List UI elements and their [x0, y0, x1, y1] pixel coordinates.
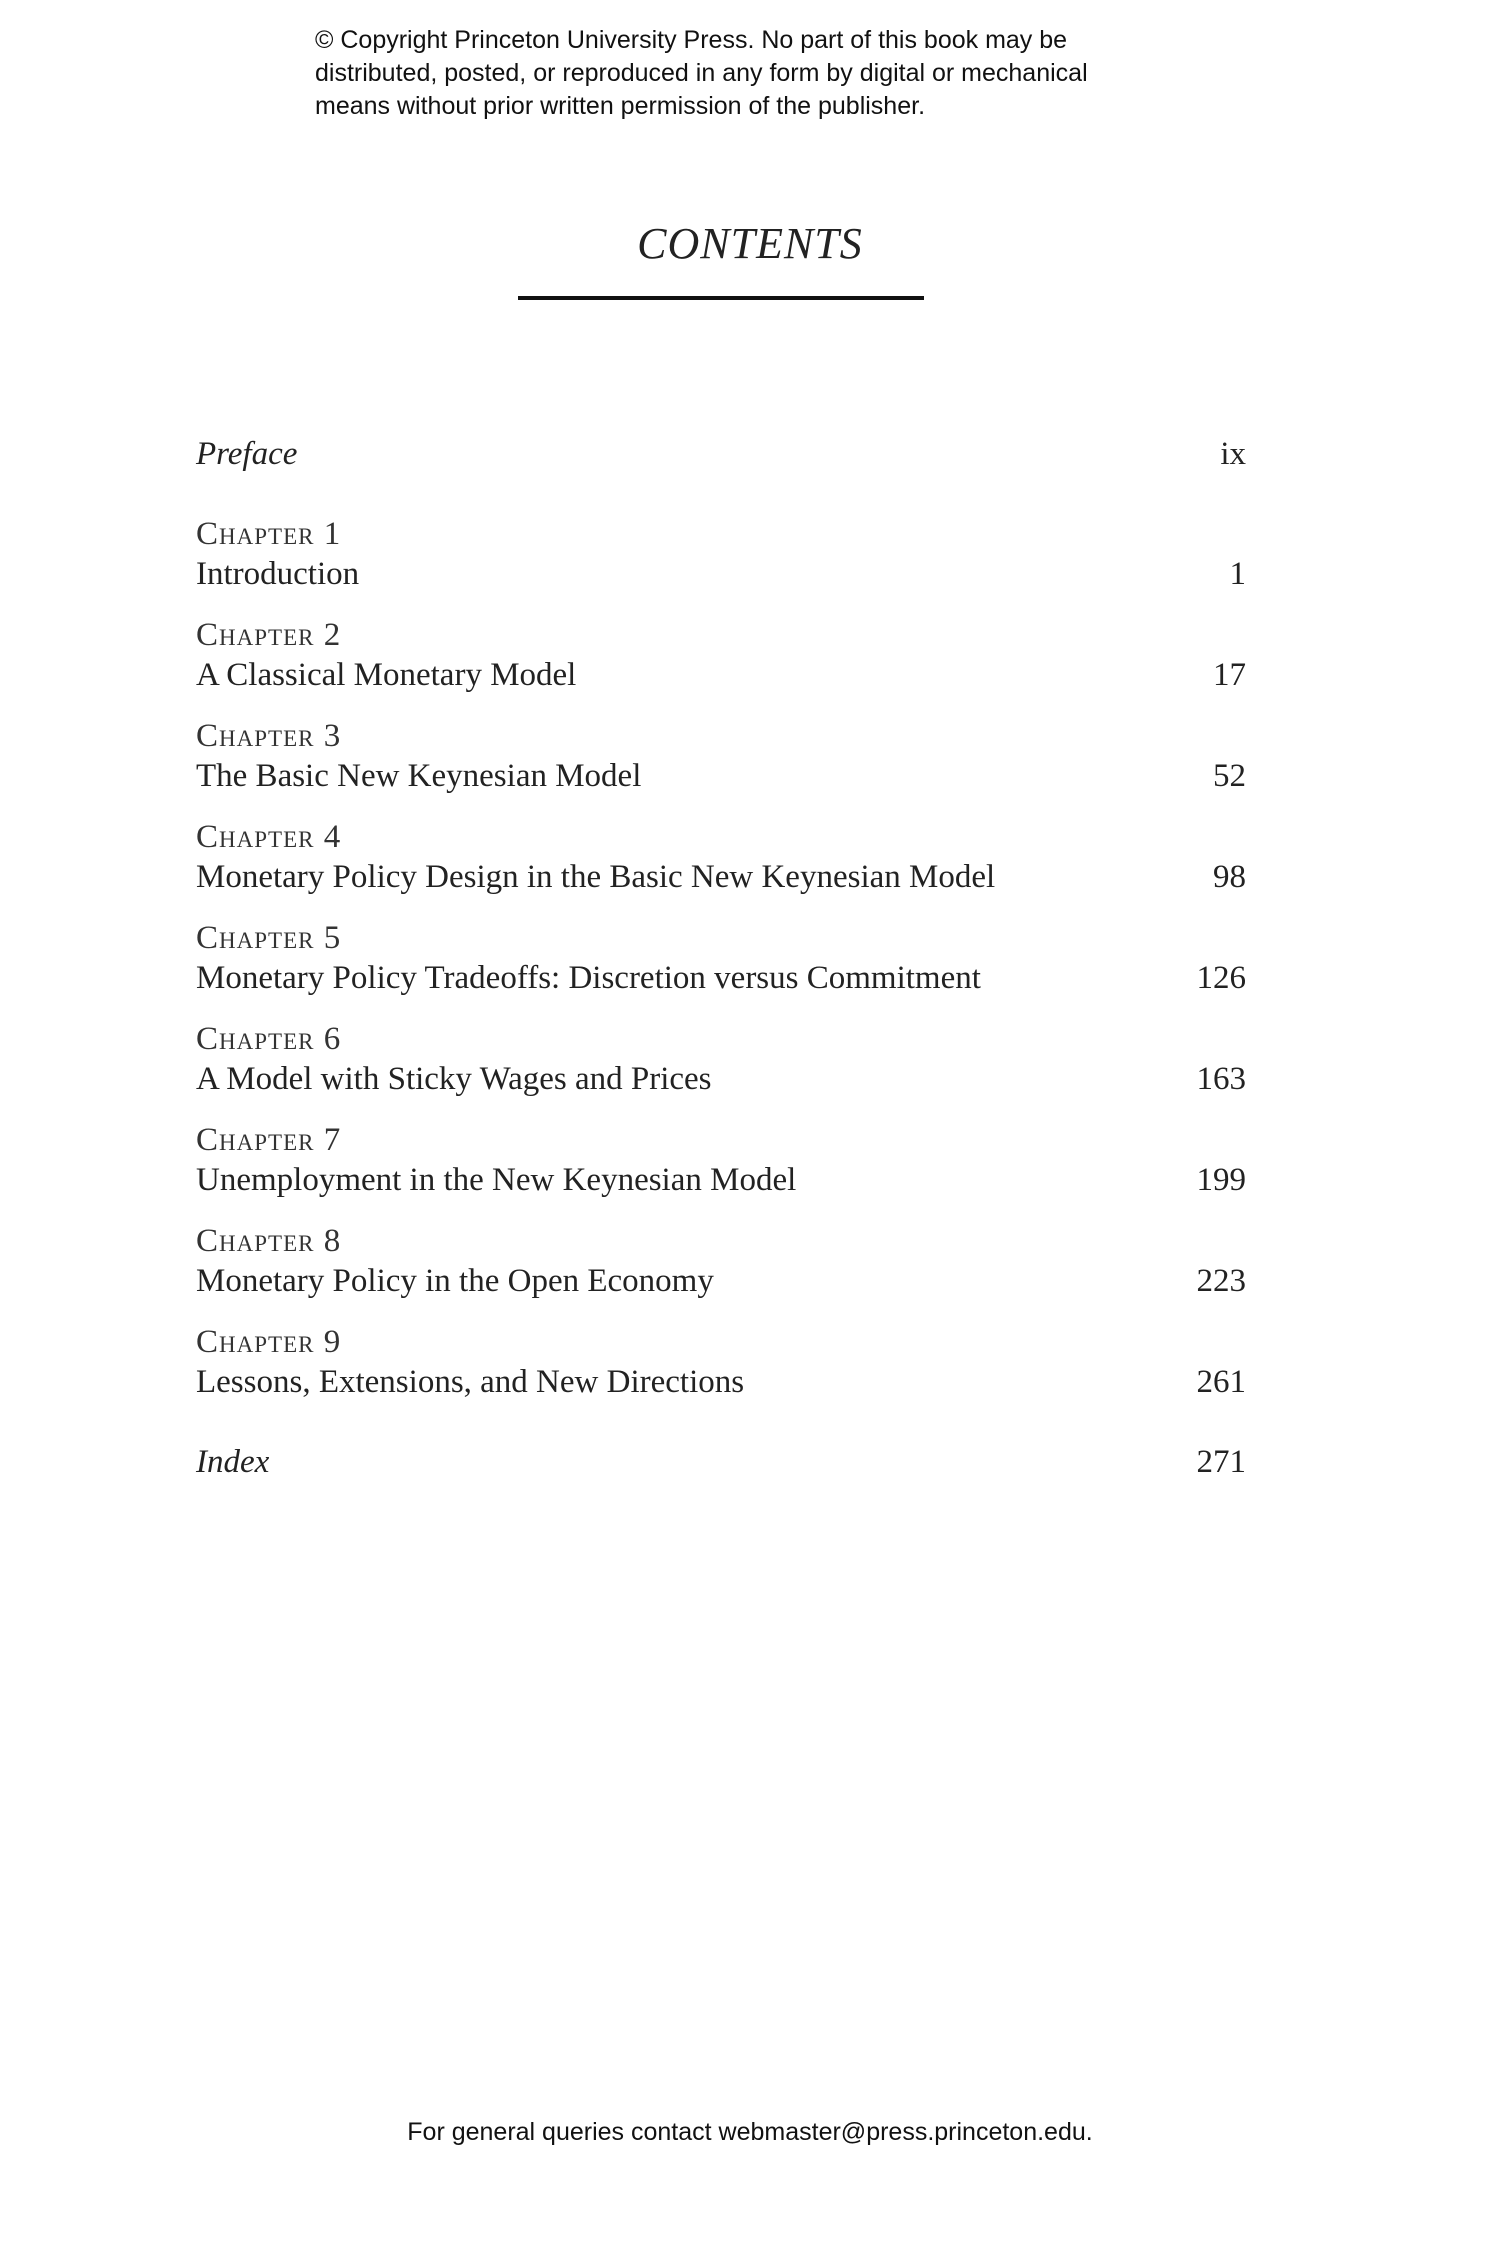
toc-entry-title: Monetary Policy in the Open Economy — [196, 1263, 714, 1299]
toc-entry-title: Monetary Policy Design in the Basic New Keynesian Model — [196, 859, 996, 895]
toc-entry-chapter[interactable] — [196, 1263, 1246, 1300]
toc-entry-title: Monetary Policy Tradeoffs: Discretion versus Commitment — [196, 960, 981, 996]
toc-entry-preface[interactable] — [196, 436, 1246, 473]
chapter-label: Chapter 6 — [196, 1021, 342, 1057]
toc-entry-chapter[interactable] — [196, 960, 1246, 997]
toc-entry-title: Introduction — [196, 556, 360, 592]
toc-entry-title: Unemployment in the New Keynesian Model — [196, 1162, 797, 1198]
toc-entry-chapter[interactable] — [196, 556, 1246, 593]
chapter-label: Chapter 7 — [196, 1122, 342, 1158]
toc-entry-chapter[interactable] — [196, 657, 1246, 694]
toc-entry-chapter[interactable] — [196, 1364, 1246, 1401]
title-rule — [518, 296, 924, 300]
toc-entry-title: The Basic New Keynesian Model — [196, 758, 642, 794]
toc-entry-title: A Model with Sticky Wages and Prices — [196, 1061, 712, 1097]
toc-page-number: 199 — [1196, 1162, 1246, 1198]
chapter-label: Chapter 8 — [196, 1223, 342, 1259]
toc-page-number: 1 — [1229, 556, 1246, 592]
chapter-label: Chapter 1 — [196, 516, 342, 552]
copyright-line: distributed, posted, or reproduced in any form by digital or mechanical — [315, 59, 1088, 87]
chapter-label: Chapter 9 — [196, 1324, 342, 1360]
toc-page-number: 17 — [1213, 657, 1246, 693]
toc-page-number: ix — [1220, 436, 1246, 472]
toc-page-number: 261 — [1196, 1364, 1246, 1400]
toc-entry-chapter[interactable] — [196, 859, 1246, 896]
toc-entry-chapter[interactable] — [196, 758, 1246, 795]
toc-entry-chapter[interactable] — [196, 1162, 1246, 1199]
chapter-label: Chapter 3 — [196, 718, 342, 754]
footer-contact: For general queries contact webmaster@press.princeton.edu. — [407, 2118, 1093, 2146]
toc-entry-index[interactable] — [196, 1444, 1246, 1481]
copyright-line: © Copyright Princeton University Press. No part of this book may be — [315, 26, 1068, 54]
toc-entry-title: A Classical Monetary Model — [196, 657, 577, 693]
toc-page-number: 223 — [1196, 1263, 1246, 1299]
toc-entry-label: Preface — [196, 436, 298, 472]
copyright-line: means without prior written permission of the publisher. — [315, 92, 926, 120]
page-title: CONTENTS — [637, 219, 863, 268]
chapter-label: Chapter 4 — [196, 819, 342, 855]
chapter-label: Chapter 2 — [196, 617, 342, 653]
toc-page-number: 126 — [1196, 960, 1246, 996]
copyright-notice — [315, 24, 1215, 123]
toc-entry-chapter[interactable] — [196, 1061, 1246, 1098]
toc-page-number: 163 — [1196, 1061, 1246, 1097]
toc-entry-title: Lessons, Extensions, and New Directions — [196, 1364, 745, 1400]
toc-page-number: 98 — [1213, 859, 1246, 895]
toc-page-number: 271 — [1196, 1444, 1246, 1480]
toc-page-number: 52 — [1213, 758, 1246, 794]
toc-entry-label: Index — [196, 1444, 270, 1480]
chapter-label: Chapter 5 — [196, 920, 342, 956]
